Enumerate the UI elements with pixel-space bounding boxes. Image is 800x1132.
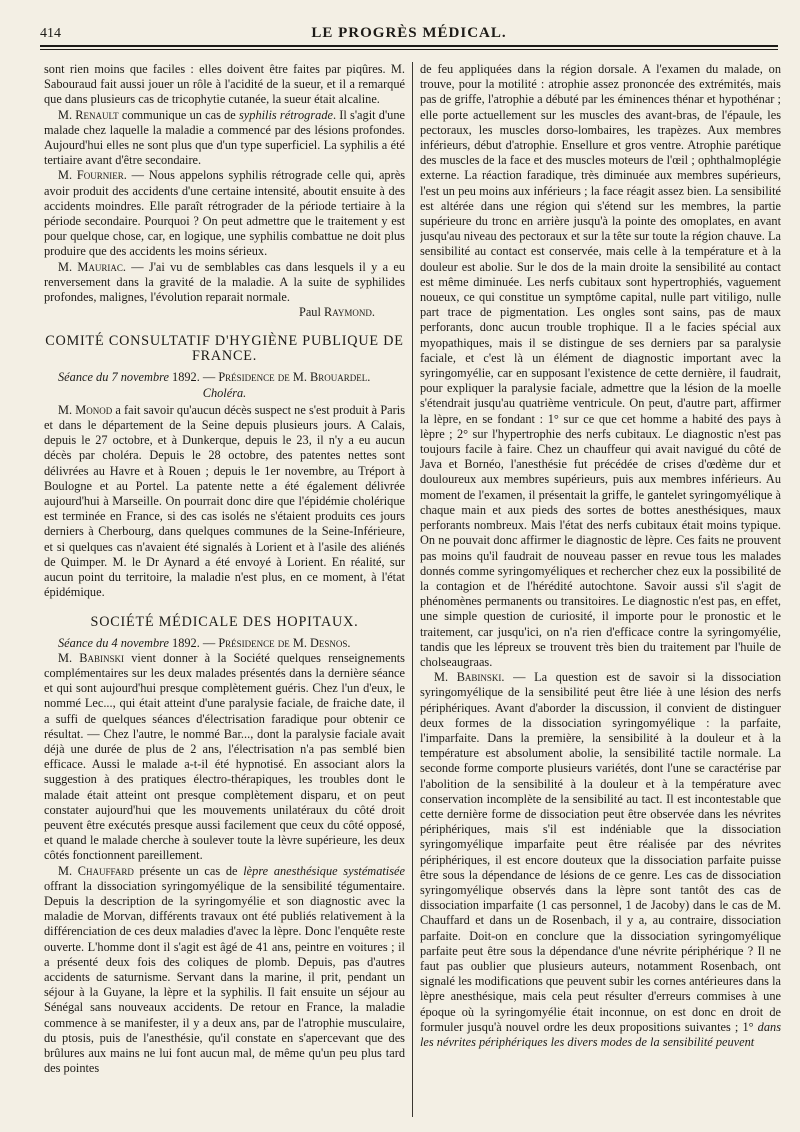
speaker-name: M. Babinski — [58, 650, 125, 665]
text-run: vient donner à la Société quelques renseignements complémentaires sur les deux malades présentés dans la dernière séance et qui sont aujourd'hui presque complètement guéris. Chez l'un d'eux, le nommé Lec..., qui était atteint d'une paralysie faciale, de fraiche date, il a suffi de quelques séances d'électrisation faradique pour obtenir ce résultat. — Chez l'autre, le nommé Bar..., dont la paralysie faciale avait déjà une durée de plus de 2 ans, l'électrisation n'a pas semblé bien efficace. Aussi le malade a-t-il été hypnotisé. En associant alors la suggestion à des pratiques électro-thérapiques, les troubles dont le malade était atteint ont presque complètement disparu, et on peut constater aujourd'hui que les mouvements unilatéraux du côté droit peuvent être exécutés presque aussi facilement que ceux du côté opposé, et quand le malade cherche à soulever toute la lèvre supérieure, les deux côtés fonctionnent pareillement. — [44, 650, 405, 863]
speaker-name: M. Renault — [58, 107, 119, 122]
paragraph: de feu appliquées dans la région dorsale. A l'examen du malade, on trouve, pour la motilité : atrophie assez prononcée des extrémités, mais pas de griffe, l'atrophie a débuté par les éminences thénar et hypothénar ; elle porte actuellement sur les muscles des avant-bras, de l'épaule, les pectoraux, les muscles dorso-lombaires, les trapèzes. Aux membres inférieurs, début d'atrophie. Ensellure et gros ventre. Atrophie parétique des muscles de la face et des muscles moteurs de l'œil ; ophthalmoplégie externe. La réaction faradique, très diminuée aux membres supérieurs, l'est un peu moins aux inférieurs ; la face réagit assez bien. La sensibilité est altérée dans une région qui s'étend sur les membres, la partie supérieure du tronc en arrière jusqu'à la pointe des omoplates, en avant jusqu'au niveau des pectoraux et sur la tête sur toute la région chauve. La sensibilité au contact est conservée, mais celle à la température et à la douleur est abolie. Sur le dos de la main droite la sensibilité au contact est même diminuée. Les nerfs cubitaux sont hypertrophiés, vaguement noueux, ce qui constitue un symptôme capital, nulle part vitiligo, nulle part trace de pigmentation. Les ongles sont sains, pas de maux perforants, donc aucun trouble trophique. Il a le facies spécial aux myopathiques, mais il se distingue de ses derniers par sa paralysie faciale, et c'est là un élément de diagnostic important avec la syringomyélie, car en supposant l'existence de cette dernière, il faudrait, pour expliquer la paralysie faciale, admettre que la lésion de la moelle s'étendrait jusqu'au quatrième ventricule. On peut, d'autre part, affirmer la lèpre, en se fondant : 1° sur ce que cet homme a habité des pays à lèpre ; 2° sur l'hypertrophie des nerfs cubitaux. Le diagnostic n'est pas toujours facile à faire. Chez un chauffeur qui avait navigué du côté de Java et Bornéo, l'anesthésie fut précédée de crises d'œdème dur et douloureux aux membres supérieurs, puis aux membres inférieurs. Au moment de l'examen, il présentait la griffe, le gantelet syringomyélique à chaque main et aux pieds des sortes de bottes anesthésiques, maux perforants nombreux. Mais l'état des nerfs cubitaux était moins typique. On ne pouvait donc affirmer le diagnostic de lèpre. Ces faits ne prouvent pas moins qu'il faudrait de nouveau passer en revue tous les malades donnés comme syringomyéliques et rechercher chez eux la possibilité de la contagion et de l'hérédité autochtone. Savoir aussi s'il s'agit de phénomènes permanents ou transitoires. Le diagnostic n'est pas, en effet, une simple question de curiosité, il importe pour le pronostic et le traitement, car jusqu'ici, on n'a rien d'efficace contre la syringomyélie, tandis que les lépreux se trouvent très bien du traitement par l'huile de cholseaugraas. — [420, 62, 781, 669]
journal-title: LE PROGRÈS MÉDICAL. — [311, 25, 507, 41]
section-heading: SOCIÉTÉ MÉDICALE DES HOPITAUX. — [90, 613, 359, 630]
paragraph — [44, 651, 405, 864]
page-header — [40, 22, 778, 42]
session-date: Séance du 4 novembre — [58, 635, 169, 650]
session-year: 1892. — — [168, 635, 219, 650]
text-run: a fait savoir qu'aucun décès suspect ne s'est produit à Paris et dans le département de la Seine depuis plusieurs jours. A Calais, depuis le 27 octobre, et à Dunkerque, depuis le 23, il n'y a eu aucun décès par choléra. Depuis le 28 octobre, des patentes nettes sont délivrées au Havre et à Rouen ; depuis le 1er novembre, au Tréport à Boulogne et au Portel. La patente nette a été également délivrée aujourd'hui à Marseille. On pourrait donc dire que l'épidémie cholérique est terminée en France, si des cas isolés ne s'étaient produits ces jours derniers à Cherbourg, dans quelques communes de la Seine-Inférieure, et si quelques cas n'avaient été signalés à Lorient et à l'asile des aliénés de Quimper. M. le Dr Aynard a été envoyé à Lorient. En réalité, sur aucun point du territoire, la maladie n'est plus, en ce moment, à l'état épidémique. — [44, 402, 405, 600]
speaker-name: M. Chauffard — [58, 863, 134, 878]
italic-run: dans les névrites périphériques les divers modes de la sensibilité peuvent — [420, 1019, 781, 1049]
text-run: . Il s'agit d'une malade chez laquelle la maladie a commencé par des lésions profondes. Aujourd'hui elles ne sont plus que d'un type superficiel. La syphilis a été tertiaire avant d'être secondaire. — [44, 107, 405, 168]
left-column — [44, 62, 405, 1117]
paragraph — [44, 168, 405, 259]
text-run: offrant la dissociation syringomyélique de la sensibilité tégumentaire. Depuis la description de la syringomyélie et son diagnostic avec la maladie de Morvan, différents travaux ont été publiés relativement à la différenciation de ces deux maladies d'avec la lèpre. Donc l'enquête reste ouverte. L'homme dont il s'agit est âgé de 41 ans, peintre en voitures ; il a présenté deux fois des coliques de plomb. Depuis, pas d'autres accidents de saturnisme. Servant dans la marine, il prit, pendant un séjour à la Guyane, la lèpre et la syphilis. Il fait ensuite un séjour au Sénégal sans nouveaux accidents. De retour en France, la maladie commence à se manifester, il y a deux ans, par de l'atrophie musculaire, du ptosis, puis de l'anesthésie, qu'il constate en s'apercevant que des brûlures aux mains ne lui font aucun mal, de même qu'un peu plus tard des pointes — [44, 878, 405, 1076]
text-run: communique un cas de — [118, 107, 239, 122]
speaker-name: M. Babinski. — [434, 670, 505, 685]
session-year: 1892. — — [168, 370, 219, 385]
text-run: — Nous appelons syphilis rétrograde celle qui, après avoir produit des accidents d'une certaine intensité, aboutit ensuite à des accidents moindres. Elle paraît rétrograder de la période tertiaire à la période secondaire. Pourquoi ? On peut admettre que le traitement y est pour quelque chose, car, en logique, une syphilis combattue ne doit plus produire que des accidents les moins sérieux. — [44, 168, 405, 259]
page-number: 414 — [40, 26, 61, 41]
speaker-name: M. Mauriac. — [58, 259, 126, 274]
session-president: Présidence de M. Brouardel. — [218, 370, 371, 385]
italic-run: lèpre anesthésique systématisée — [243, 863, 405, 878]
subheading: Choléra. — [202, 385, 247, 400]
session-president: Présidence de M. Desnos. — [218, 635, 351, 650]
session-date: Séance du 7 novembre — [58, 370, 169, 385]
paragraph — [44, 864, 405, 1077]
header-rule-thin — [40, 49, 778, 50]
text-run: — La question est de savoir si la dissociation syringomyélique de la sensibilité peut être liée à une lésion des nerfs périphériques. Avant d'aborder la discussion, il convient de distinguer deux formes de la dissociation syringomyélique : la parfaite, l'imparfaite. Dans la première, la sensibilité à la douleur et à la température est absolument abolie, la sensibilité tactile normale. La seconde forme comporte plusieurs variétés, dont l'une se caractérise par l'abolition de la sensibilité à la douleur et à la température avec conservation incomplète de la sensibilité au tact. Il est incontestable que cette dernière forme de dissociation peut être observée dans les névrites périphériques, mais s'il est indéniable que la dissociation syringomyélique imparfaite peut être réalisée par des névrites périphériques, il est encore douteux que la dissociation parfaite puisse être sous la dépendance de lésions de ce genre. Les cas de dissociation syringomyélique observés dans la lèpre sont tantôt des cas de dissociation imparfaite (1 cas personnel, 1 de Jacoby) dans le cas de M. Chauffard et dans un de Rosenbach, il y a, au contraire, dissociation parfaite. Doit-on en conclure que la dissociation syringomyélique parfaite peut être sous la dépendance d'une névrite périphérique ? Il ne faut pas oublier que plusieurs auteurs, notamment Rosenbach, ont signalé les modifications que peuvent subir les cornes antérieures dans la lèpre anesthésique, mais cela peut résulter d'erreurs commises à une époque où la syringomyélie était inconnue, on est donc en droit de formuler jusqu'à nouvel ordre les deux propositions suivantes ; 1° — [420, 670, 781, 1034]
session-line — [44, 370, 405, 385]
column-divider — [412, 62, 413, 1117]
text-run: — J'ai vu de semblables cas dans lesquels il y a eu renversement dans la gravité de la maladie. A la suite de syphilides profondes, malignes, l'évolution reparait normale. — [44, 259, 405, 305]
text-run: présente un cas de — [133, 863, 244, 878]
speaker-name: M. Monod — [58, 402, 113, 417]
signature-first: Paul — [298, 305, 324, 320]
paragraph — [420, 670, 781, 1050]
signature: Paul Raymond. — [298, 305, 375, 320]
paragraph — [44, 108, 405, 169]
session-line — [44, 636, 405, 651]
italic-run: syphilis rétrograde — [239, 107, 333, 122]
right-column — [420, 62, 781, 1117]
signature-last: Raymond — [323, 305, 372, 320]
section-heading: COMITÉ CONSULTATIF D'HYGIÈNE PUBLIQUE DE FRANCE. — [45, 333, 404, 365]
paragraph — [44, 403, 405, 601]
paragraph: sont rien moins que faciles : elles doivent être faites par piqûres. M. Sabouraud fait aussi jouer un rôle à l'acidité de la sueur, et il a remarqué que dans plusieurs cas de tricophytie cutanée, la sueur était alcaline. — [44, 62, 405, 107]
header-rule — [40, 45, 778, 47]
speaker-name: M. Fournier. — [58, 168, 127, 183]
paragraph — [44, 260, 405, 306]
